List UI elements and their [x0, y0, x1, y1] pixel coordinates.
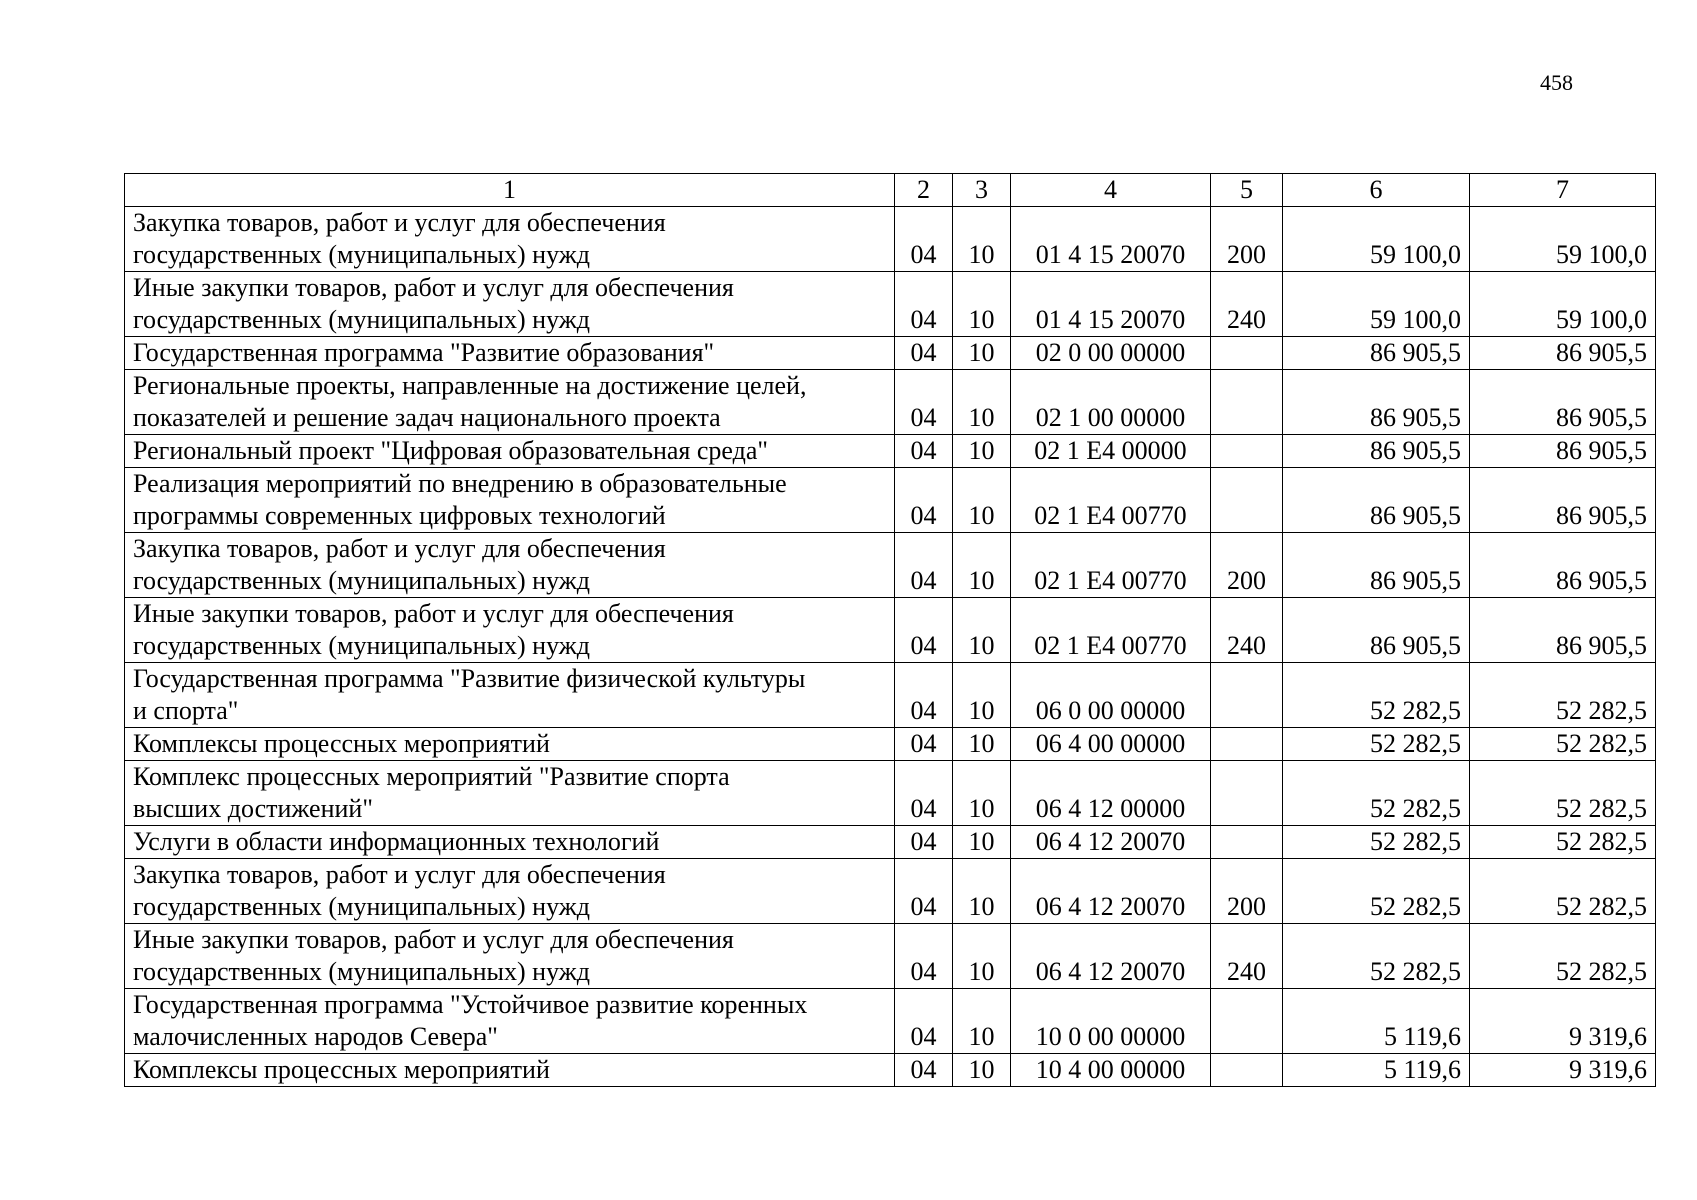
expense-type-cell	[1211, 826, 1283, 859]
target-article-cell: 06 0 00 00000	[1011, 663, 1211, 728]
target-article-cell: 06 4 12 20070	[1011, 859, 1211, 924]
table-row	[125, 924, 1656, 989]
expense-type-cell: 200	[1211, 533, 1283, 598]
row-name-cell: Государственная программа "Развитие физической культуры и спорта"	[125, 663, 895, 728]
column-header: 4	[1011, 174, 1211, 207]
target-article-cell: 02 1 E4 00770	[1011, 598, 1211, 663]
amount-cell: 59 100,0	[1470, 207, 1656, 272]
target-article-cell: 02 1 00 00000	[1011, 370, 1211, 435]
row-name-cell: Государственная программа "Развитие образования"	[125, 337, 895, 370]
column-header: 3	[953, 174, 1011, 207]
amount-cell: 5 119,6	[1283, 1054, 1470, 1087]
expense-type-cell	[1211, 435, 1283, 468]
amount-cell: 52 282,5	[1283, 728, 1470, 761]
row-name-cell: Иные закупки товаров, работ и услуг для обеспечения государственных (муниципальных) нужд	[125, 924, 895, 989]
amount-cell: 86 905,5	[1470, 337, 1656, 370]
table-row	[125, 598, 1656, 663]
section-cell: 04	[895, 337, 953, 370]
amount-cell: 86 905,5	[1470, 370, 1656, 435]
table-row	[125, 435, 1656, 468]
amount-cell: 86 905,5	[1283, 370, 1470, 435]
amount-cell: 52 282,5	[1470, 859, 1656, 924]
amount-cell: 52 282,5	[1283, 663, 1470, 728]
amount-cell: 59 100,0	[1283, 272, 1470, 337]
amount-cell: 52 282,5	[1283, 761, 1470, 826]
row-name-cell: Закупка товаров, работ и услуг для обеспечения государственных (муниципальных) нужд	[125, 533, 895, 598]
row-name-cell: Услуги в области информационных технологий	[125, 826, 895, 859]
table-row	[125, 663, 1656, 728]
target-article-cell: 10 4 00 00000	[1011, 1054, 1211, 1087]
amount-cell: 86 905,5	[1283, 533, 1470, 598]
row-name-cell: Комплекс процессных мероприятий "Развитие спорта высших достижений"	[125, 761, 895, 826]
expense-type-cell	[1211, 337, 1283, 370]
subsection-cell: 10	[953, 989, 1011, 1054]
subsection-cell: 10	[953, 337, 1011, 370]
table-row	[125, 337, 1656, 370]
column-header: 1	[125, 174, 895, 207]
subsection-cell: 10	[953, 859, 1011, 924]
amount-cell: 86 905,5	[1470, 435, 1656, 468]
expense-type-cell	[1211, 1054, 1283, 1087]
section-cell: 04	[895, 989, 953, 1054]
row-name-cell: Комплексы процессных мероприятий	[125, 1054, 895, 1087]
target-article-cell: 02 0 00 00000	[1011, 337, 1211, 370]
column-header: 7	[1470, 174, 1656, 207]
section-cell: 04	[895, 533, 953, 598]
subsection-cell: 10	[953, 728, 1011, 761]
amount-cell: 59 100,0	[1470, 272, 1656, 337]
subsection-cell: 10	[953, 826, 1011, 859]
target-article-cell: 01 4 15 20070	[1011, 207, 1211, 272]
table-row	[125, 468, 1656, 533]
table-row	[125, 370, 1656, 435]
subsection-cell: 10	[953, 435, 1011, 468]
target-article-cell: 06 4 12 00000	[1011, 761, 1211, 826]
expense-type-cell	[1211, 728, 1283, 761]
amount-cell: 52 282,5	[1470, 728, 1656, 761]
row-name-cell: Региональные проекты, направленные на достижение целей, показателей и решение задач национального проекта	[125, 370, 895, 435]
subsection-cell: 10	[953, 370, 1011, 435]
budget-table	[124, 173, 1656, 1087]
amount-cell: 5 119,6	[1283, 989, 1470, 1054]
section-cell: 04	[895, 435, 953, 468]
amount-cell: 59 100,0	[1283, 207, 1470, 272]
subsection-cell: 10	[953, 663, 1011, 728]
page-number: 458	[1540, 70, 1573, 95]
target-article-cell: 02 1 E4 00770	[1011, 533, 1211, 598]
row-name-cell: Реализация мероприятий по внедрению в образовательные программы современных цифровых технологий	[125, 468, 895, 533]
amount-cell: 52 282,5	[1470, 826, 1656, 859]
amount-cell: 86 905,5	[1470, 533, 1656, 598]
amount-cell: 86 905,5	[1470, 598, 1656, 663]
amount-cell: 52 282,5	[1470, 663, 1656, 728]
subsection-cell: 10	[953, 468, 1011, 533]
row-name-cell: Иные закупки товаров, работ и услуг для обеспечения государственных (муниципальных) нужд	[125, 598, 895, 663]
section-cell: 04	[895, 370, 953, 435]
expense-type-cell	[1211, 989, 1283, 1054]
column-header: 2	[895, 174, 953, 207]
row-name-cell: Комплексы процессных мероприятий	[125, 728, 895, 761]
amount-cell: 9 319,6	[1470, 989, 1656, 1054]
section-cell: 04	[895, 272, 953, 337]
section-cell: 04	[895, 859, 953, 924]
subsection-cell: 10	[953, 533, 1011, 598]
subsection-cell: 10	[953, 598, 1011, 663]
subsection-cell: 10	[953, 924, 1011, 989]
row-name-cell: Государственная программа "Устойчивое развитие коренных малочисленных народов Севера"	[125, 989, 895, 1054]
table-row	[125, 728, 1656, 761]
amount-cell: 9 319,6	[1470, 1054, 1656, 1087]
section-cell: 04	[895, 207, 953, 272]
amount-cell: 52 282,5	[1283, 924, 1470, 989]
column-header: 5	[1211, 174, 1283, 207]
amount-cell: 86 905,5	[1283, 435, 1470, 468]
target-article-cell: 02 1 E4 00000	[1011, 435, 1211, 468]
row-name-cell: Закупка товаров, работ и услуг для обеспечения государственных (муниципальных) нужд	[125, 207, 895, 272]
header-row	[125, 174, 1656, 207]
expense-type-cell: 200	[1211, 859, 1283, 924]
amount-cell: 86 905,5	[1283, 337, 1470, 370]
section-cell: 04	[895, 826, 953, 859]
expense-type-cell: 200	[1211, 207, 1283, 272]
table-row	[125, 1054, 1656, 1087]
expense-type-cell	[1211, 761, 1283, 826]
expense-type-cell: 240	[1211, 598, 1283, 663]
table-row	[125, 533, 1656, 598]
section-cell: 04	[895, 663, 953, 728]
subsection-cell: 10	[953, 761, 1011, 826]
column-header: 6	[1283, 174, 1470, 207]
table-row	[125, 207, 1656, 272]
amount-cell: 52 282,5	[1283, 826, 1470, 859]
amount-cell: 52 282,5	[1470, 924, 1656, 989]
expense-type-cell: 240	[1211, 272, 1283, 337]
amount-cell: 52 282,5	[1283, 859, 1470, 924]
target-article-cell: 06 4 12 20070	[1011, 924, 1211, 989]
section-cell: 04	[895, 728, 953, 761]
expense-type-cell: 240	[1211, 924, 1283, 989]
table-row	[125, 989, 1656, 1054]
row-name-cell: Закупка товаров, работ и услуг для обеспечения государственных (муниципальных) нужд	[125, 859, 895, 924]
section-cell: 04	[895, 598, 953, 663]
table-row	[125, 272, 1656, 337]
target-article-cell: 10 0 00 00000	[1011, 989, 1211, 1054]
subsection-cell: 10	[953, 272, 1011, 337]
target-article-cell: 06 4 12 20070	[1011, 826, 1211, 859]
table-row	[125, 859, 1656, 924]
subsection-cell: 10	[953, 207, 1011, 272]
expense-type-cell	[1211, 370, 1283, 435]
expense-type-cell	[1211, 468, 1283, 533]
section-cell: 04	[895, 761, 953, 826]
section-cell: 04	[895, 468, 953, 533]
table-row	[125, 761, 1656, 826]
amount-cell: 86 905,5	[1283, 598, 1470, 663]
subsection-cell: 10	[953, 1054, 1011, 1087]
row-name-cell: Региональный проект "Цифровая образовательная среда"	[125, 435, 895, 468]
section-cell: 04	[895, 924, 953, 989]
amount-cell: 86 905,5	[1283, 468, 1470, 533]
amount-cell: 86 905,5	[1470, 468, 1656, 533]
expense-type-cell	[1211, 663, 1283, 728]
target-article-cell: 02 1 E4 00770	[1011, 468, 1211, 533]
target-article-cell: 06 4 00 00000	[1011, 728, 1211, 761]
target-article-cell: 01 4 15 20070	[1011, 272, 1211, 337]
row-name-cell: Иные закупки товаров, работ и услуг для обеспечения государственных (муниципальных) нужд	[125, 272, 895, 337]
table-row	[125, 826, 1656, 859]
section-cell: 04	[895, 1054, 953, 1087]
amount-cell: 52 282,5	[1470, 761, 1656, 826]
